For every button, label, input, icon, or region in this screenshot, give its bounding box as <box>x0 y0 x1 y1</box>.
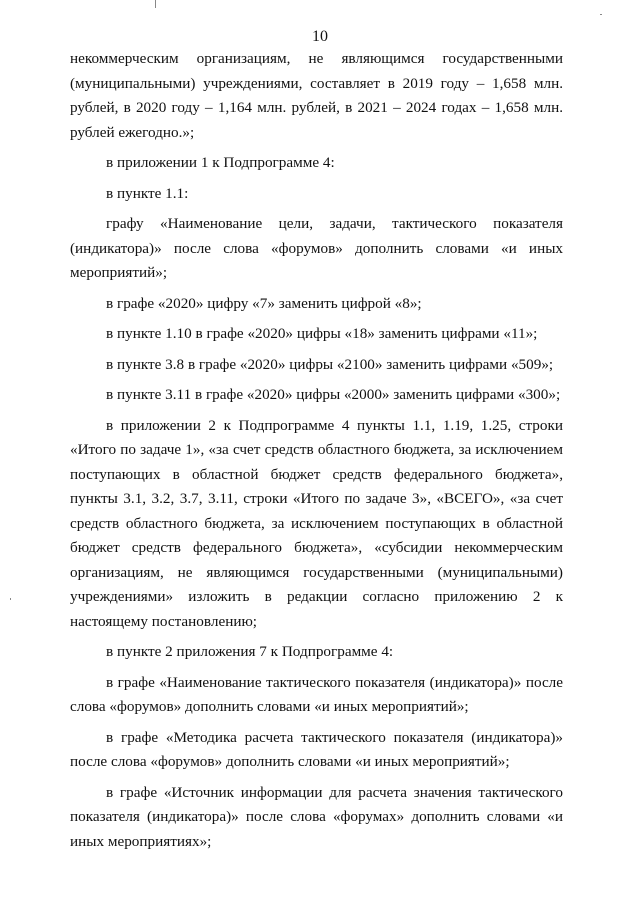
paragraph: в приложении 1 к Подпрограмме 4: <box>106 154 335 171</box>
document-body <box>70 47 563 854</box>
scan-mark-right <box>600 14 602 15</box>
paragraph: в пункте 1.10 в графе «2020» цифры «18» заменить цифрами «11»; <box>106 325 538 342</box>
paragraph: графу «Наименование цели, задачи, тактического показателя (индикатора)» после слова «форумов» дополнить словами «и иных мероприятий»; <box>70 215 563 281</box>
paragraph: в пункте 3.11 в графе «2020» цифры «2000» заменить цифрами «300»; <box>106 386 561 403</box>
paragraph: в приложении 2 к Подпрограмме 4 пункты 1.1, 1.19, 1.25, строки «Итого по задаче 1», «за счет средств областного бюджета, за исключением поступающих в областной бюджет средств федерального бюджета», пункты 3.1, 3.2, 3.7, 3.11, строки «Итого по задаче 3», «ВСЕГО», «за счет средств областного бюджета, за исключением поступающих в областной бюджет средств федерального бюджета», «субсидии некоммерческим организациям, не являющимся государственными (муниципальными) учреждениями» изложить в редакции согласно приложению 2 к настоящему постановлению; <box>70 416 563 630</box>
scan-mark-left <box>10 598 11 600</box>
paragraph: в графе «Методика расчета тактического показателя (индикатора)» после слова «форумов» дополнить словами «и иных мероприятий»; <box>70 728 563 770</box>
page-number: 10 <box>312 28 328 45</box>
paragraph: в пункте 1.1: <box>106 184 189 202</box>
paragraph: в графе «Источник информации для расчета значения тактического показателя (индикатора)» после слова «форумах» дополнить словами «и иных мероприятиях»; <box>70 783 563 850</box>
scan-mark-top <box>155 0 156 8</box>
paragraph: в пункте 2 приложения 7 к Подпрограмме 4: <box>106 643 394 660</box>
paragraph: в графе «Наименование тактического показателя (индикатора)» после слова «форумов» дополнить словами «и иных мероприятий»; <box>70 673 563 715</box>
paragraph: в пункте 3.8 в графе «2020» цифры «2100» заменить цифрами «509»; <box>106 355 554 373</box>
paragraph: в графе «2020» цифру «7» заменить цифрой «8»; <box>106 294 422 312</box>
paragraph: некоммерческим организациям, не являющимся государственными (муниципальными) учреждениями, составляет в 2019 году – 1,658 млн. рублей, в 2020 году – 1,164 млн. рублей, в 2021 – 2024 годах – 1,658 млн. рублей ежегодно.»; <box>70 50 563 141</box>
